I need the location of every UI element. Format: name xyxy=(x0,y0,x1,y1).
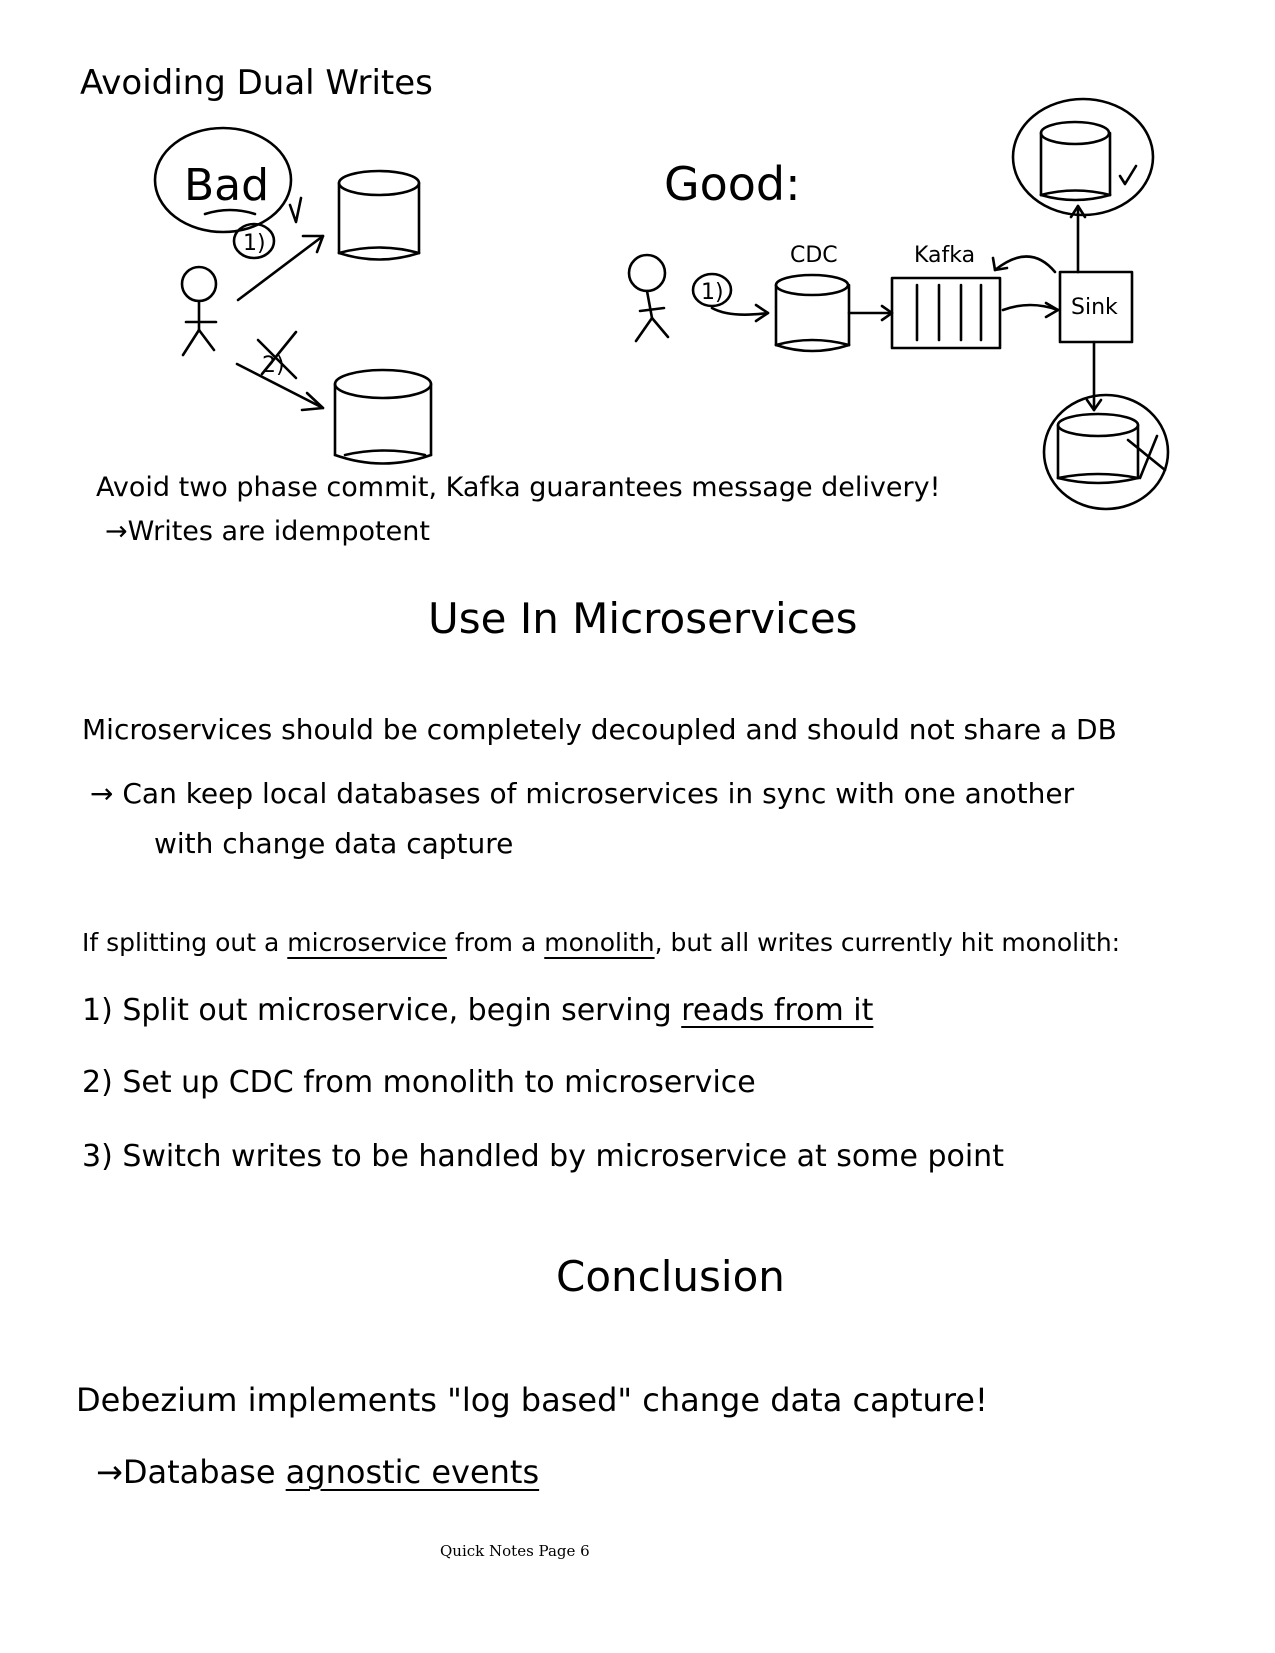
split-intro-e: , but all writes currently hit monolith: xyxy=(654,928,1121,957)
split-intro-monolith: monolith xyxy=(544,928,655,957)
bad-database-1 xyxy=(339,171,419,260)
step-3: 3) Switch writes to be handled by microservice at some point xyxy=(82,1139,1004,1174)
database-agnostic-events: agnostic events xyxy=(285,1453,540,1491)
idempotent-note: →Writes are idempotent xyxy=(105,516,430,547)
kafka-label: Kafka xyxy=(914,243,976,268)
bad-step2-label: 2) xyxy=(262,353,285,378)
split-intro-c: from a xyxy=(446,928,545,957)
db-bottom-cross xyxy=(1128,436,1165,478)
database-agnostic-a: →Database xyxy=(96,1453,286,1491)
bad-label: Bad xyxy=(184,160,270,211)
avoid-2pc-note: Avoid two phase commit, Kafka guarantees message delivery! xyxy=(96,472,941,503)
debezium-line: Debezium implements "log based" change data capture! xyxy=(76,1381,988,1419)
good-label: Good: xyxy=(664,157,801,211)
cdc-database xyxy=(776,275,849,351)
user-figure-bad xyxy=(182,267,216,355)
page-footer: Quick Notes Page 6 xyxy=(440,1542,590,1560)
split-intro-a: If splitting out a xyxy=(82,928,288,957)
split-intro-microservice: microservice xyxy=(287,928,447,957)
microservices-line-3: with change data capture xyxy=(154,827,514,860)
good-step1-label: 1) xyxy=(701,280,724,305)
sink-label: Sink xyxy=(1071,295,1118,320)
database-agnostic-line xyxy=(96,1453,540,1491)
cdc-label: CDC xyxy=(790,243,838,268)
good-arrow-write xyxy=(712,308,768,315)
step-1-text: 1) Split out microservice, begin serving xyxy=(82,993,682,1028)
bad-checkmark xyxy=(290,198,301,222)
step-1 xyxy=(82,993,874,1028)
microservices-line-1: Microservices should be completely decoupled and should not share a DB xyxy=(82,713,1117,746)
bad-step1-label: 1) xyxy=(243,231,266,256)
db-bottom xyxy=(1058,414,1138,483)
conclusion-heading: Conclusion xyxy=(556,1252,785,1301)
page-title: Avoiding Dual Writes xyxy=(80,63,433,103)
step-2: 2) Set up CDC from monolith to microservice xyxy=(82,1065,756,1100)
bad-database-2 xyxy=(335,370,431,464)
user-figure-good xyxy=(629,255,668,341)
db-top-checkmark xyxy=(1120,166,1136,184)
microservices-line-2: → Can keep local databases of microservices in sync with one another xyxy=(90,777,1075,810)
microservices-heading: Use In Microservices xyxy=(428,594,858,643)
step-1-reads: reads from it xyxy=(681,993,874,1028)
split-intro xyxy=(82,930,1120,955)
db-top-circle xyxy=(1013,99,1153,215)
db-top xyxy=(1041,122,1110,200)
kafka-queue xyxy=(892,278,1000,348)
